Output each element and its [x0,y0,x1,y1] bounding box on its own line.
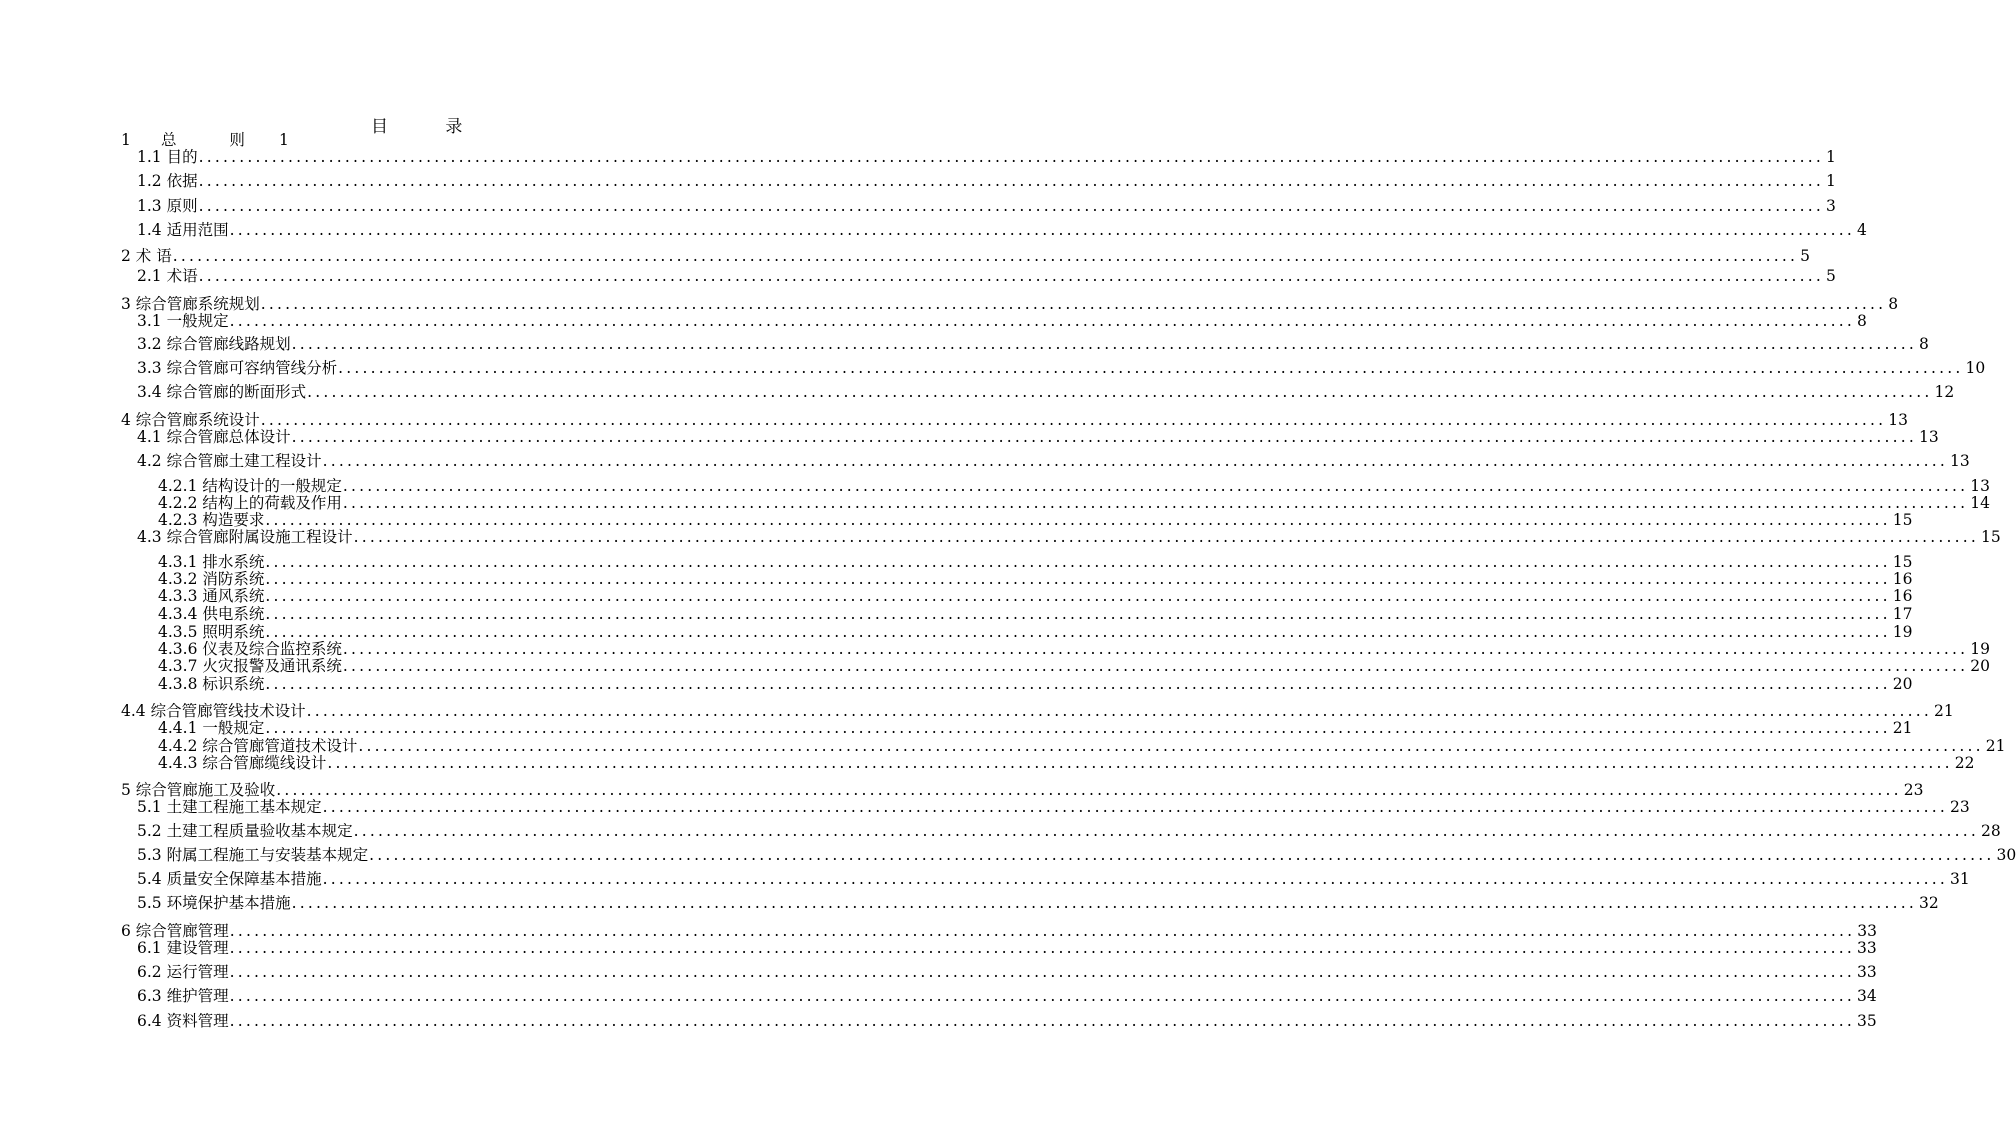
toc-entry[interactable] [137,358,1986,378]
toc-entry-label: 3 综合管廊系统规划 [121,295,260,313]
dot-leader: ........................................................................................................................................................................................................ [198,172,1824,190]
toc-entry-page: 33 [1856,939,1877,957]
dot-leader: ........................................................................................................................................................................................................ [260,295,1887,313]
dot-leader: ........................................................................................................................................................................................................ [291,894,1917,912]
toc-entry-label: 4.2 综合管廊土建工程设计 [137,452,322,470]
toc-entry-page: 15 [1892,553,1913,571]
toc-entry-label: 4.4.1 一般规定 [158,719,265,737]
dot-leader: ........................................................................................................................................................................................................ [291,428,1917,446]
toc-entry[interactable] [137,382,1955,402]
dot-leader: ........................................................................................................................................................................................................ [260,411,1887,429]
toc-entry[interactable] [137,334,1929,354]
toc-entry-page: 15 [1892,511,1913,529]
toc-entry-label: 3.4 综合管廊的断面形式 [137,383,307,401]
dot-leader: ........................................................................................................................................................................................................ [276,781,1902,799]
toc-entry-label: 5.4 质量安全保障基本措施 [137,870,322,888]
toc-entry-page: 15 [1980,528,2001,546]
toc-entry-label: 4.3 综合管廊附属设施工程设计 [137,528,353,546]
toc-entry[interactable] [158,718,1913,738]
toc-entry-page: 31 [1949,870,1970,888]
dot-leader: ........................................................................................................................................................................................................ [342,494,1969,512]
dot-leader: ........................................................................................................................................................................................................ [342,657,1969,675]
toc-entry-page: 35 [1856,1012,1877,1030]
dot-leader: ........................................................................................................................................................................................................ [265,675,1891,693]
toc-entry[interactable] [137,821,2001,841]
toc-entry[interactable] [137,938,1877,958]
toc-entry[interactable] [137,196,1836,216]
dot-leader: ........................................................................................................................................................................................................ [265,570,1891,588]
toc-entry-page: 28 [1980,822,2001,840]
toc-entry-label: 4.1 综合管廊总体设计 [137,428,291,446]
dot-leader: ........................................................................................................................................................................................................ [229,963,1855,981]
toc-entry-page: 13 [1918,428,1939,446]
toc-entry-page: 33 [1856,963,1877,981]
toc-entry-label: 4.4 综合管廊管线技术设计 [121,702,306,720]
toc-entry[interactable] [158,753,1975,773]
toc-entry-page: 13 [1970,477,1991,495]
dot-leader: ........................................................................................................................................................................................................ [342,477,1969,495]
toc-entry-page: 20 [1892,675,1913,693]
toc-entry-label: 4.3.2 消防系统 [158,570,265,588]
toc-entry-label: 5.5 环境保护基本措施 [137,894,291,912]
dot-leader: ........................................................................................................................................................................................................ [265,587,1891,605]
toc-entry-page: 19 [1892,623,1913,641]
dot-leader: ........................................................................................................................................................................................................ [358,737,1984,755]
toc-entry-label: 1.1 目的 [137,148,198,166]
toc-entry-label: 1.3 原则 [137,197,198,215]
dot-leader: ........................................................................................................................................................................................................ [353,528,1979,546]
toc-entry-page: 10 [1965,359,1986,377]
toc-entry-page: 23 [1903,781,1924,799]
toc-entry[interactable] [137,962,1877,982]
toc-entry-label: 4.3.5 照明系统 [158,623,265,641]
toc-entry-page: 21 [1985,737,2006,755]
toc-entry-label: 4.3.7 火灾报警及通讯系统 [158,657,342,675]
dot-leader: ........................................................................................................................................................................................................ [306,702,1932,720]
toc-entry[interactable] [158,674,1913,694]
dot-leader: ........................................................................................................................................................................................................ [342,640,1969,658]
toc-entry-page: 23 [1949,798,1970,816]
toc-entry-page: 1 [278,131,289,149]
toc-entry-page: 5 [1825,267,1836,285]
dot-leader: ........................................................................................................................................................................................................ [322,870,1948,888]
toc-entry-page: 20 [1970,657,1991,675]
toc-entry-label: 4.3.1 排水系统 [158,553,265,571]
toc-entry-label: 5.1 土建工程施工基本规定 [137,798,322,816]
toc-entry-label: 总 则 [161,131,269,149]
toc-entry-number: 1 [121,131,131,149]
toc-entry[interactable] [137,1011,1877,1031]
dot-leader: ........................................................................................................................................................................................................ [229,1012,1855,1030]
dot-leader: ........................................................................................................................................................................................................ [229,987,1855,1005]
toc-entry-page: 1 [1825,172,1836,190]
toc-entry-page: 21 [1933,702,1954,720]
dot-leader: ........................................................................................................................................................................................................ [327,754,1953,772]
dot-leader: ........................................................................................................................................................................................................ [369,846,1995,864]
toc-entry-label: 5.3 附属工程施工与安装基本规定 [137,846,369,864]
toc-entry-page: 3 [1825,197,1836,215]
toc-entry[interactable] [137,869,1970,889]
toc-entry-page: 12 [1934,383,1955,401]
dot-leader: ........................................................................................................................................................................................................ [172,247,1799,265]
toc-entry-page: 8 [1918,335,1929,353]
toc-entry-label: 3.2 综合管廊线路规划 [137,335,291,353]
dot-leader: ........................................................................................................................................................................................................ [265,623,1891,641]
dot-leader: ........................................................................................................................................................................................................ [322,452,1948,470]
toc-entry-page: 21 [1892,719,1913,737]
dot-leader: ........................................................................................................................................................................................................ [307,383,1933,401]
toc-entry-label: 3.1 一般规定 [137,312,229,330]
toc-entry-page: 13 [1888,411,1908,429]
toc-entry[interactable] [137,220,1867,240]
toc-entry-page: 1 [1825,148,1836,166]
dot-leader: ........................................................................................................................................................................................................ [353,822,1979,840]
toc-entry-label: 4.3.8 标识系统 [158,675,265,693]
dot-leader: ........................................................................................................................................................................................................ [198,267,1824,285]
toc-entry-label: 4 综合管廊系统设计 [121,411,260,429]
toc-entry-label: 6 综合管廊管理 [121,922,229,940]
toc-entry[interactable] [137,311,1867,331]
toc-entry-page: 22 [1954,754,1975,772]
toc-entry-label: 6.3 维护管理 [137,987,229,1005]
toc-entry-label: 4.2.2 结构上的荷载及作用 [158,494,342,512]
toc-entry-page: 16 [1892,587,1913,605]
dot-leader: ........................................................................................................................................................................................................ [229,939,1855,957]
toc-entry[interactable] [158,604,1913,624]
toc-entry-page: 16 [1892,570,1913,588]
toc-entry[interactable] [137,266,1836,286]
toc-entry-page: 34 [1856,987,1877,1005]
toc-entry-label: 4.4.2 综合管廊管道技术设计 [158,737,358,755]
toc-entry[interactable] [137,147,1836,167]
toc-entry[interactable] [137,451,1970,471]
toc-entry-label: 4.3.3 通风系统 [158,587,265,605]
toc-entry[interactable] [121,246,1810,266]
toc-entry-label: 1.2 依据 [137,172,198,190]
toc-entry-label: 3.3 综合管廊可容纳管线分析 [137,359,338,377]
toc-entry-label: 6.1 建设管理 [137,939,229,957]
toc-entry-label: 4.3.6 仪表及综合监控系统 [158,640,342,658]
toc-entry-page: 14 [1970,494,1991,512]
dot-leader: ........................................................................................................................................................................................................ [265,719,1891,737]
toc-entry[interactable] [137,893,1939,913]
toc-entry-page: 13 [1949,452,1970,470]
toc-entry-page: 8 [1888,295,1899,313]
toc-entry-page: 32 [1918,894,1939,912]
dot-leader: ........................................................................................................................................................................................................ [291,335,1917,353]
toc-entry-label: 5.2 土建工程质量验收基本规定 [137,822,353,840]
toc-entry-page: 5 [1800,247,1810,265]
toc-entry-label: 6.4 资料管理 [137,1012,229,1030]
toc-entry-label: 5 综合管廊施工及验收 [121,781,276,799]
dot-leader: ........................................................................................................................................................................................................ [229,221,1855,239]
toc-entry-label: 2.1 术语 [137,267,198,285]
toc-entry[interactable] [137,171,1836,191]
toc-entry-page: 33 [1857,922,1877,940]
dot-leader: ........................................................................................................................................................................................................ [265,605,1891,623]
toc-entry-label: 4.2.3 构造要求 [158,511,265,529]
toc-entry[interactable] [158,586,1913,606]
dot-leader: ........................................................................................................................................................................................................ [265,511,1891,529]
toc-entry[interactable] [137,527,2001,547]
dot-leader: ........................................................................................................................................................................................................ [229,312,1855,330]
page-title: 目 录 [371,117,489,137]
toc-entry-page: 8 [1856,312,1867,330]
toc-entry-label: 4.4.3 综合管廊缆线设计 [158,754,327,772]
toc-entry-page: 17 [1892,605,1913,623]
toc-entry-page: 4 [1856,221,1867,239]
dot-leader: ........................................................................................................................................................................................................ [322,798,1948,816]
dot-leader: ........................................................................................................................................................................................................ [265,553,1891,571]
toc-entry[interactable] [137,797,1970,817]
toc-entry-label: 4.3.4 供电系统 [158,605,265,623]
dot-leader: ........................................................................................................................................................................................................ [198,197,1824,215]
dot-leader: ........................................................................................................................................................................................................ [198,148,1824,166]
toc-entry[interactable] [137,845,2016,865]
dot-leader: ........................................................................................................................................................................................................ [229,922,1856,940]
toc-entry[interactable] [137,427,1939,447]
toc-entry-label: 1.4 适用范围 [137,221,229,239]
toc-entry-page: 19 [1970,640,1991,658]
toc-entry-label: 2 术 语 [121,247,172,265]
dot-leader: ........................................................................................................................................................................................................ [338,359,1964,377]
toc-entry-label: 6.2 运行管理 [137,963,229,981]
toc-entry[interactable] [137,986,1877,1006]
toc-entry-page: 30 [1996,846,2016,864]
toc-entry[interactable] [158,656,1991,676]
toc-entry-label: 4.2.1 结构设计的一般规定 [158,477,342,495]
